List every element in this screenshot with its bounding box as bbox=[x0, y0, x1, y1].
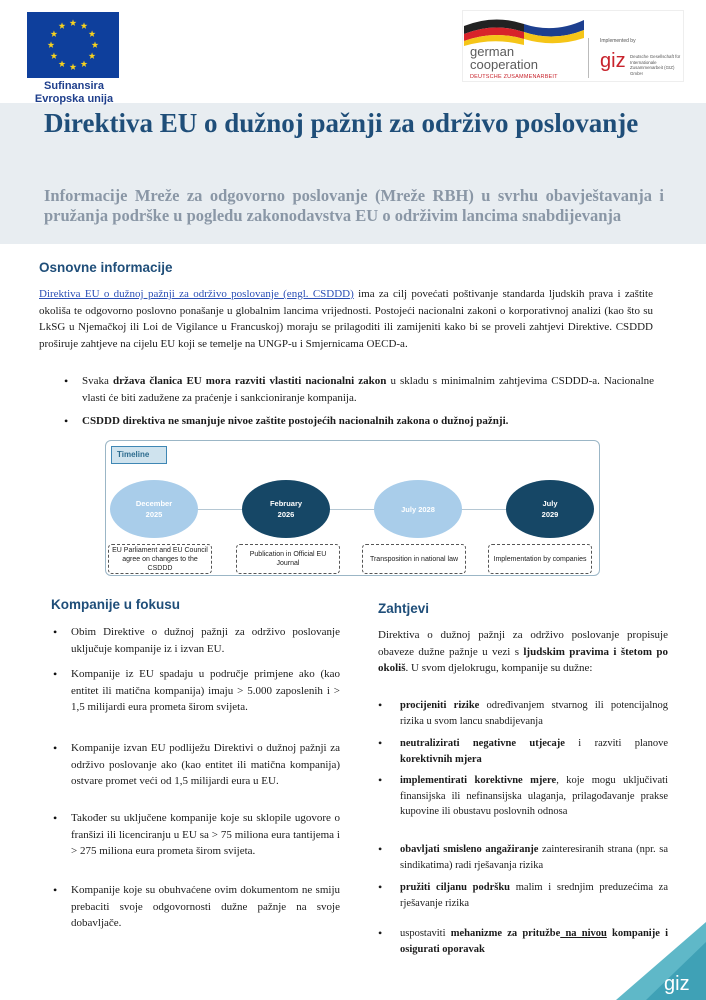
requirement-item-1 bbox=[378, 698, 668, 729]
logo-divider bbox=[588, 38, 589, 78]
timeline-node-2 bbox=[242, 480, 330, 538]
eu-flag-logo bbox=[27, 12, 119, 78]
page-subtitle: Informacije Mreže za odgovorno poslovanje (Mreže RBH) u svrhu obavještavanja i pružanja podrške u pogledu zakonodavstva EU o održivim lancima snabdijevanja bbox=[44, 186, 664, 225]
page-title: Direktiva EU o dužnoj pažnji za održivo poslovanje bbox=[44, 108, 639, 138]
timeline-node-3 bbox=[374, 480, 462, 538]
eu-caption-line1: Sufinansira bbox=[44, 80, 104, 92]
gc-word-2: cooperation bbox=[470, 57, 538, 72]
section-heading-companies: Kompanije u fokusu bbox=[51, 597, 181, 612]
requirement-5-bold: pružiti ciljanu podršku bbox=[400, 882, 511, 893]
basic-bullet-1 bbox=[64, 373, 654, 406]
timeline-node-4-year: 2029 bbox=[541, 510, 559, 519]
intro-text: ima za cilj povećati poštivanje standarda ljudskih prava i zaštite okoliša te odgovorno poslovno ponašanje u globalnim lancima vrijednosti. Postojeći nacionalni zakoni o korporativnoj analizi (kao što su LkSG u Njemačkoj ili Loi de Vigilance u Francuskoj) moraju se prilagoditi ili zamijeniti kako bi se proveli zahtjevi Direktive. CSDDD proširuje zahtjeve na cijelu EU koji se temelje na UNGP-u i Smjernicama OECD-a. bbox=[39, 288, 653, 350]
requirement-item-4 bbox=[378, 842, 668, 873]
giz-fullname: Deutsche Gesellschaft für Internationale Zusammenarbeit (GIZ) GmbH bbox=[630, 54, 681, 76]
timeline-node-4-month: July bbox=[542, 499, 558, 508]
basic-bullet-1-pre: Svaka bbox=[82, 375, 113, 387]
requirements-intro-post: . U svom djelokrugu, kompanije su dužne: bbox=[405, 662, 593, 674]
basic-bullet-1-post: u skladu s minimalnim zahtjevima CSDDD-a. Nacionalne vlasti će biti zadužene za praćenje i sankcioniranje kompanija. bbox=[82, 375, 655, 404]
requirement-1-bold: procijeniti rizike bbox=[400, 700, 480, 711]
gc-word-1: german bbox=[470, 44, 515, 59]
timeline-label: Timeline bbox=[111, 446, 167, 464]
basic-bullet-1-bold: država članica EU mora razviti vlastiti nacionalni zakon bbox=[112, 375, 387, 387]
timeline-desc-3: Transposition in national law bbox=[362, 544, 466, 574]
timeline-desc-1: EU Parliament and EU Council agree on changes to the CSDDD bbox=[108, 544, 212, 574]
requirement-6-underline: na nivou bbox=[560, 928, 607, 939]
companies-bullet-4: • Također su uključene kompanije koje su sklopile ugovore o franšizi ili licenciranju u EU sa > 75 miliona eura tantijema i > 275 miliona eura prometa širom svijeta. bbox=[53, 810, 340, 860]
timeline-node-2-month: February bbox=[269, 499, 303, 508]
requirement-6-pre: uspostaviti bbox=[400, 928, 451, 939]
requirement-2-bold: neutralizirati negativne utjecaje bbox=[400, 738, 565, 749]
requirement-3-bold: implementirati korektivne mjere bbox=[400, 775, 557, 786]
requirement-3-rest: , koje mogu uključivati finansijska ili nefinansijska ulaganja, prilagođavanje prakse kupovine ili obustavu poslovnih odnosa bbox=[400, 775, 668, 817]
requirement-item-5 bbox=[378, 880, 668, 911]
companies-bullet-2: • Kompanije iz EU spadaju u područje primjene ako (kao entitet ili matična kompanija) imaju > 5.000 zaposlenih i > 1,5 milijardi eura prometa širom svijeta. bbox=[53, 666, 340, 716]
timeline-node-4 bbox=[506, 480, 594, 538]
requirements-intro-bold: ljudskim pravima i štetom po okoliš bbox=[378, 645, 668, 674]
eu-caption bbox=[24, 80, 124, 106]
requirement-item-3 bbox=[378, 773, 668, 820]
giz-logo: giz bbox=[600, 50, 626, 72]
timeline-node-2-year: 2026 bbox=[277, 510, 295, 519]
requirement-4-rest: zainteresiranih strana (npr. sa sindikatima) radi rješavanja rizika bbox=[400, 844, 668, 871]
timeline-node-3-month: July 2028 bbox=[401, 504, 435, 514]
requirement-item-2 bbox=[378, 736, 668, 767]
intro-paragraph bbox=[39, 286, 653, 352]
requirement-4-bold: obavljati smisleno angažiranje bbox=[400, 844, 539, 855]
giz-corner-svg bbox=[616, 922, 706, 1000]
section-heading-requirements: Zahtjevi bbox=[378, 601, 430, 616]
timeline-desc-4: Implementation by companies bbox=[488, 544, 592, 574]
section-heading-basic: Osnovne informacije bbox=[39, 260, 173, 275]
requirement-6-bold: mehanizme za pritužbe bbox=[450, 928, 561, 939]
eu-caption-line2: Evropska unija bbox=[34, 93, 114, 105]
giz-corner-text: giz bbox=[664, 973, 690, 995]
requirements-intro-pre: Direktiva o dužnoj pažnji za održivo poslovanje propisuje obaveze dužne pažnje u vezi s bbox=[378, 629, 668, 658]
basic-bullet-2-text: CSDDD direktiva ne smanjuje nivoe zaštite postojećih nacionalnih zakona o dužnoj pažnji. bbox=[82, 415, 509, 427]
requirement-1-rest: određivanjem stvarnog ili potencijalnog rizika u svom lancu snabdijevanja bbox=[400, 700, 668, 727]
implemented-by-label: Implemented by bbox=[600, 38, 636, 44]
requirement-2-bold2: korektivnih mjera bbox=[400, 753, 482, 765]
timeline-node-1-year: 2025 bbox=[145, 510, 163, 519]
requirement-2-rest: i razviti planove bbox=[564, 738, 668, 749]
companies-bullet-3: • Kompanije izvan EU podliježu Direktivi o dužnoj pažnji za održivo poslovanje ako (kao entitet ili matična kompanija) ostvare promet veći od 1,5 milijardi eura u EU. bbox=[53, 740, 340, 790]
timeline-node-1 bbox=[110, 480, 198, 538]
eu-flag-svg bbox=[27, 12, 119, 78]
timeline-line bbox=[160, 509, 540, 510]
gc-subtitle: DEUTSCHE ZUSAMMENARBEIT bbox=[470, 74, 558, 80]
giz-corner-logo bbox=[616, 922, 706, 1000]
german-cooperation-flag-icon bbox=[464, 12, 584, 46]
companies-bullet-1: • Obim Direktive o dužnoj pažnji za održivo poslovanje uključuje kompanije iz i izvan EU. bbox=[53, 624, 340, 657]
german-cooperation-wordmark bbox=[470, 45, 538, 71]
requirement-6-bold3: kompanije i osigurati oporavak bbox=[400, 928, 668, 955]
timeline-desc-2: Publication in Official EU Journal bbox=[236, 544, 340, 574]
requirements-intro bbox=[378, 627, 668, 677]
timeline-node-1-month: December bbox=[135, 499, 173, 508]
requirement-5-rest: malim i srednjim preduzećima za rješavanje rizika bbox=[400, 882, 669, 909]
companies-bullet-5: • Kompanije koje su obuhvaćene ovim dokumentom ne smiju prebaciti svoje odgovornosti dužne pažnje na svoje dobavljače. bbox=[53, 882, 340, 932]
csddd-link[interactable]: Direktiva EU o dužnoj pažnji za održivo poslovanje (engl. CSDDD) bbox=[39, 288, 354, 300]
basic-bullet-2 bbox=[64, 413, 654, 430]
